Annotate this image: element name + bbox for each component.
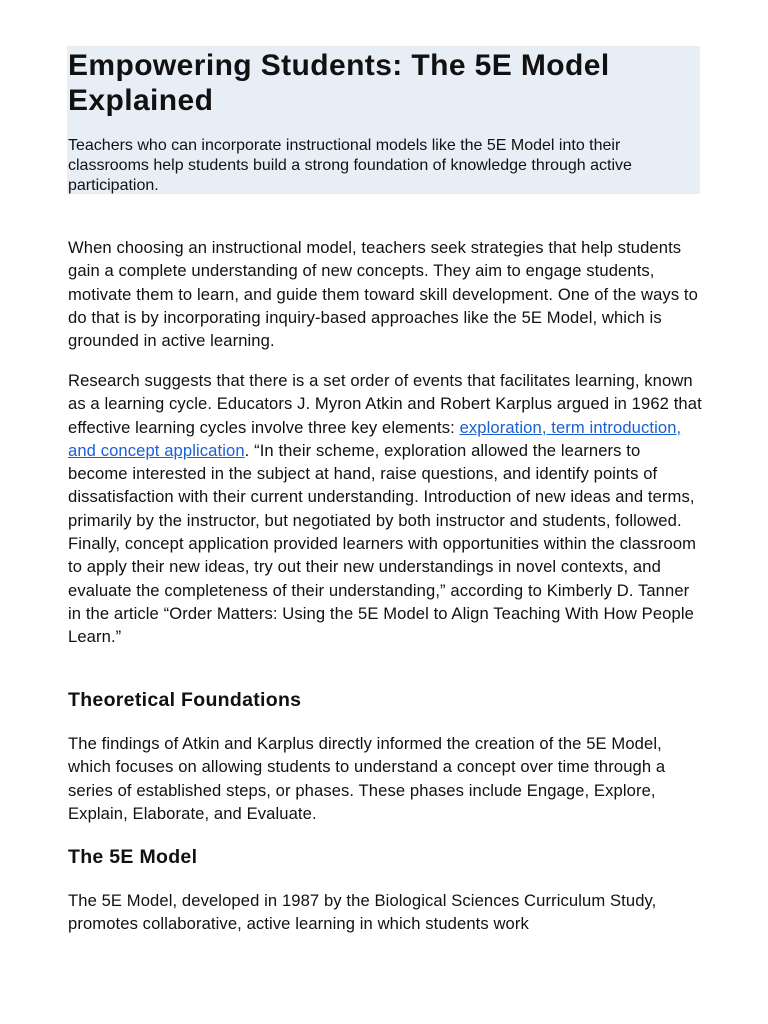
article-intro: Teachers who can incorporate instructional models like the 5E Model into their classrooms help students build a strong foundation of knowledge through active participation. (68, 137, 632, 194)
body-paragraph-2 (68, 369, 702, 649)
section-heading-5e-model: The 5E Model (68, 846, 198, 868)
paragraph-2-text-after-link: . “In their scheme, exploration allowed the learners to become interested in the subject at hand, raise questions, and identify points of dissatisfaction with their current understanding. Introduction of new ideas and terms, primarily by the instructor, but negotiated by both instructor and students, followed. Finally, concept application provided learners with opportunities within the classroom to apply their new ideas, try out their new understandings in novel contexts, and evaluate the completeness of their understanding,” according to Kimberly D. Tanner in the article “Order Matters: Using the 5E Model to Align Teaching With How People Learn.” (68, 440, 697, 647)
learning-cycle-elements-link[interactable]: exploration, term introduction, and concept application (68, 417, 682, 460)
body-paragraph-3: The findings of Atkin and Karplus directly informed the creation of the 5E Model, which focuses on allowing students to understand a concept over time through a series of established steps, or phases. These phases include Engage, Explore, Explain, Elaborate, and Evaluate. (68, 734, 666, 823)
paragraph-2-text-before-link: Research suggests that there is a set order of events that facilitates learning, known as a learning cycle. Educators J. Myron Atkin and Robert Karplus argued in 1962 that effective learning cycles involve three key elements: (68, 371, 702, 437)
body-paragraph-1: When choosing an instructional model, teachers seek strategies that help students gain a complete understanding of new concepts. They aim to engage students, motivate them to learn, and guide them toward skill development. One of the ways to do that is by incorporating inquiry-based approaches like the 5E Model, which is grounded in active learning. (68, 238, 698, 351)
body-paragraph-4: The 5E Model, developed in 1987 by the Biological Sciences Curriculum Study, promotes collaborative, active learning in which students work (68, 891, 657, 934)
article-title: Empowering Students: The 5E Model Explained (68, 49, 610, 117)
section-heading-theoretical-foundations: Theoretical Foundations (68, 689, 302, 711)
